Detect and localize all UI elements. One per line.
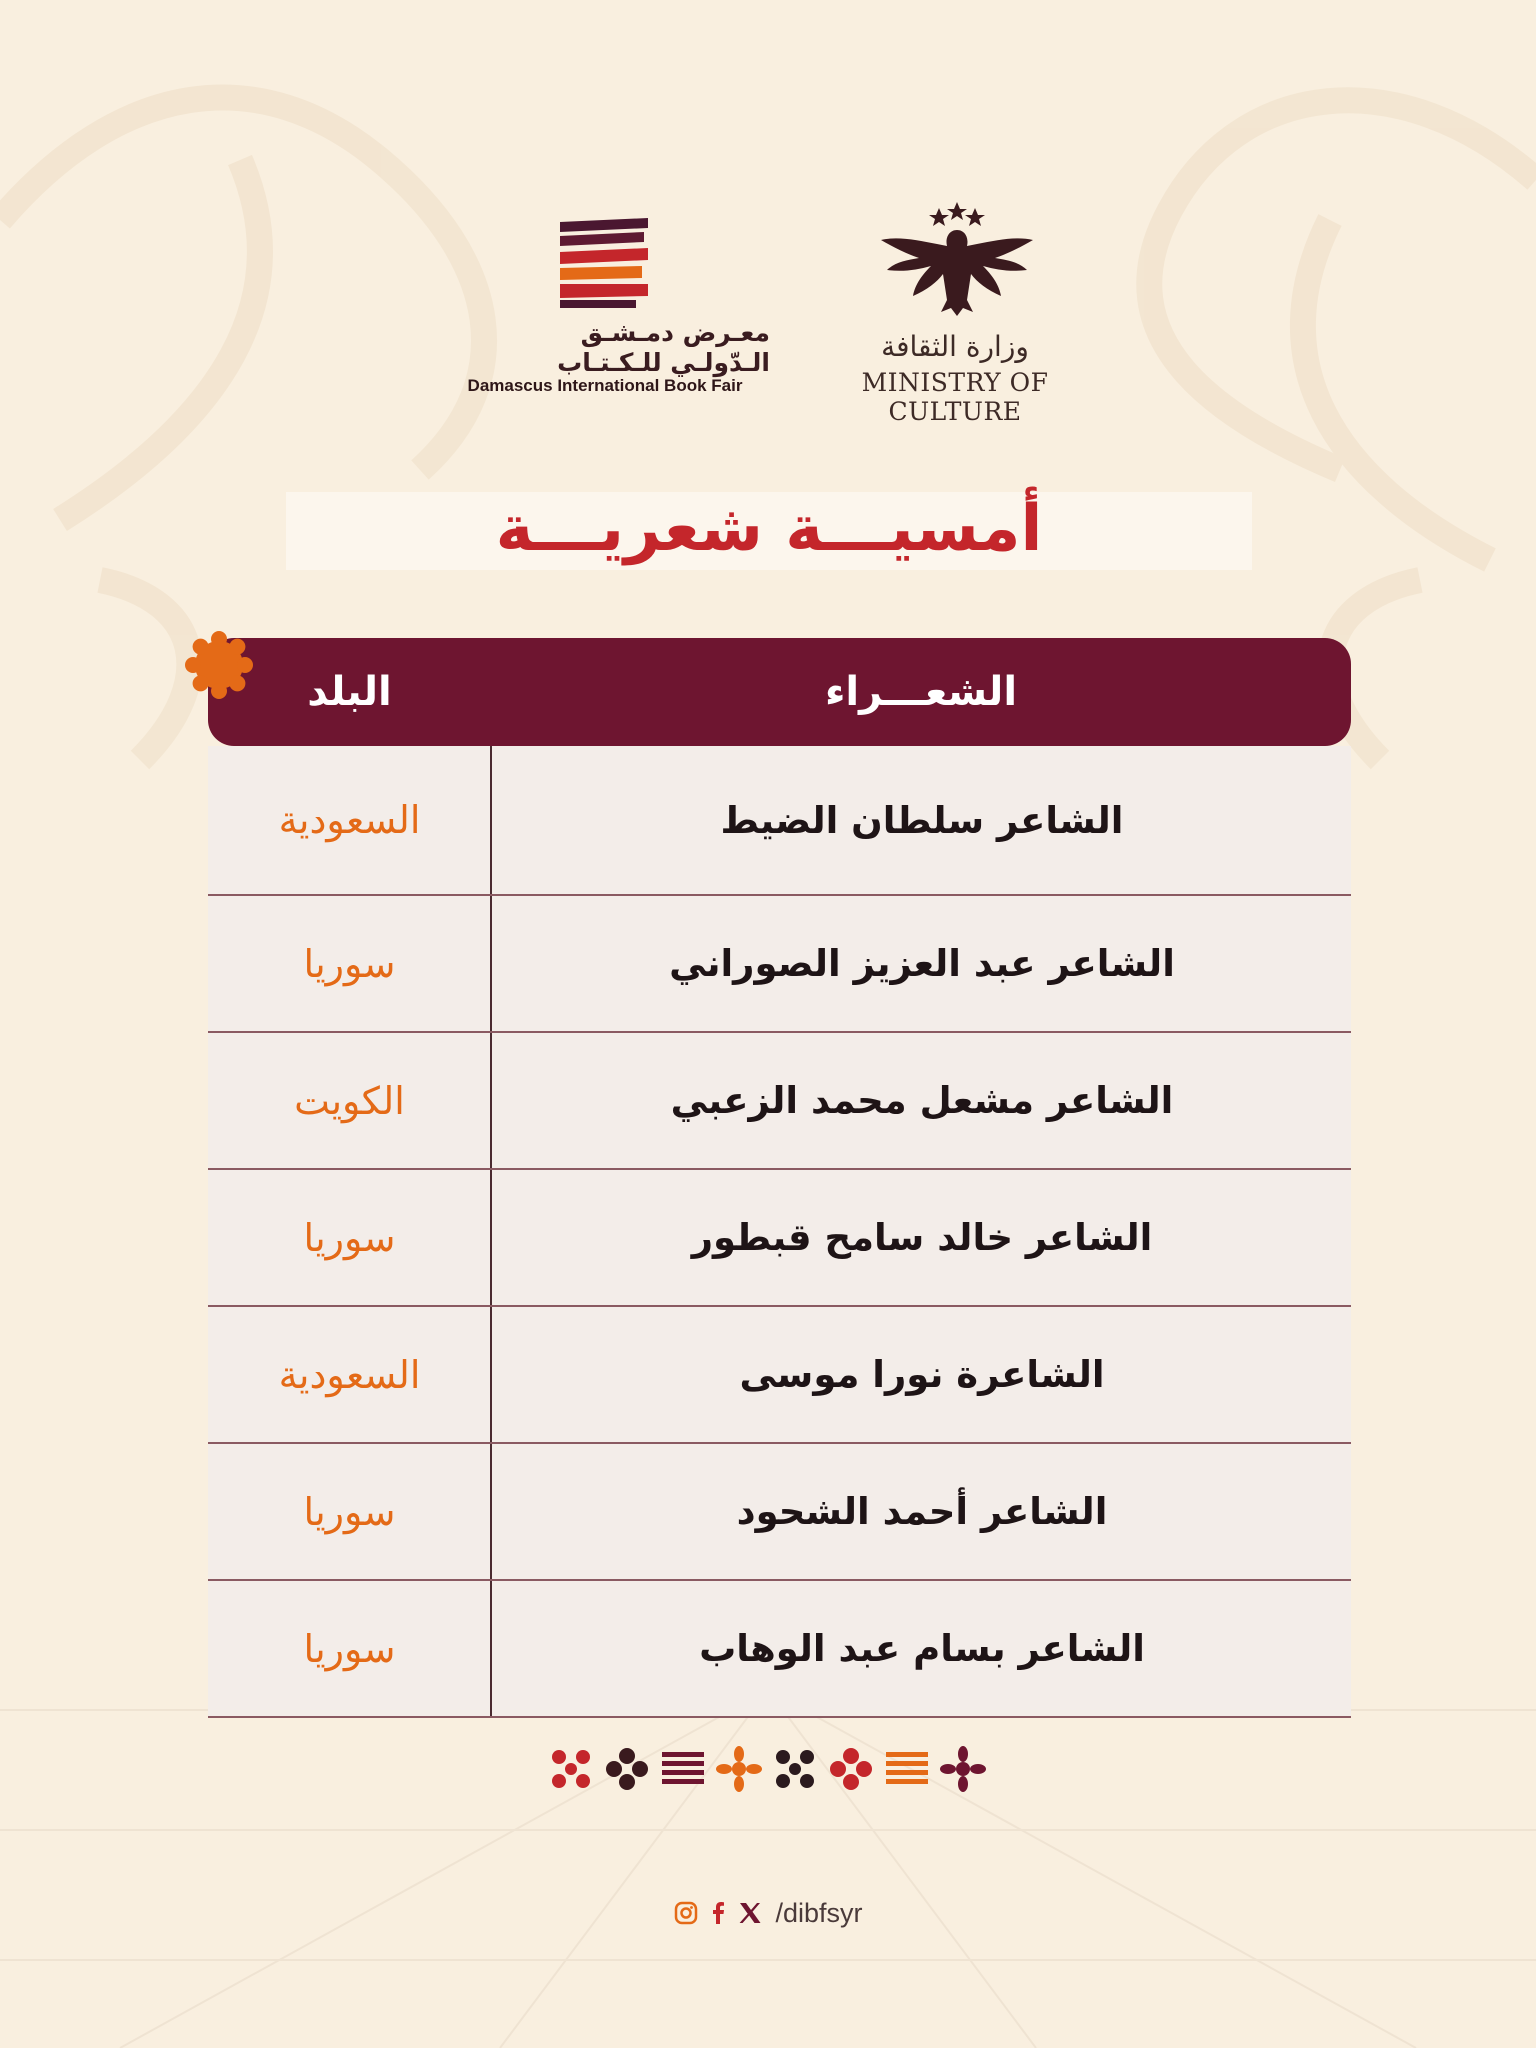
header-logos — [0, 200, 1536, 426]
orange-stripes-ornament-icon — [884, 1746, 930, 1792]
poet-name: الشاعر مشعل محمد الزعبي — [670, 1079, 1174, 1122]
book-fair-name-arabic-line2: الـدّولـي للـكـتـاب — [557, 348, 770, 377]
poet-name: الشاعر سلطان الضيط — [720, 798, 1124, 842]
poet-country: السعودية — [278, 1352, 421, 1397]
book-fair-logo — [430, 218, 770, 408]
maroon-flower-ornament-icon — [940, 1746, 986, 1792]
social-handle[interactable]: /dibfsyr — [775, 1897, 863, 1928]
red-cross-ornament-icon — [828, 1746, 874, 1792]
poet-name: الشاعرة نورا موسى — [739, 1353, 1105, 1396]
table-row — [208, 746, 1351, 896]
ministry-name-arabic: وزارة الثقافة — [881, 330, 1029, 363]
poet-country: سوريا — [303, 941, 396, 986]
poets-table — [208, 638, 1351, 1718]
stripes-ornament-icon — [660, 1746, 706, 1792]
table-row — [208, 896, 1351, 1033]
red-flower-ornament-icon — [548, 1746, 594, 1792]
eagle-emblem-icon — [877, 200, 1037, 320]
page-title: أمسيـــة شعريـــة — [495, 492, 1043, 566]
table-row — [208, 1581, 1351, 1718]
decorative-ornaments — [548, 1746, 988, 1796]
header-poets: الشعـــراء — [824, 669, 1018, 715]
social-footer — [0, 1893, 1536, 1933]
table-row — [208, 1170, 1351, 1307]
book-fair-name-english: Damascus International Book Fair — [467, 376, 743, 395]
facebook-icon[interactable] — [705, 1900, 731, 1926]
poet-name: الشاعر عبد العزيز الصوراني — [669, 942, 1175, 985]
poet-country: السعودية — [278, 798, 421, 842]
poet-country: سوريا — [303, 1489, 396, 1534]
table-header — [208, 638, 1351, 746]
poet-country: الكويت — [294, 1078, 405, 1123]
poet-country: سوريا — [303, 1626, 396, 1671]
poet-name: الشاعر أحمد الشحود — [736, 1490, 1108, 1533]
poet-name: الشاعر بسام عبد الوهاب — [699, 1627, 1145, 1670]
x-icon[interactable] — [737, 1900, 763, 1926]
purple-cross-ornament-icon — [604, 1746, 650, 1792]
table-row — [208, 1033, 1351, 1170]
poet-name: الشاعر خالد سامح قبطور — [691, 1216, 1153, 1259]
ministry-name-english: MINISTRY OF CULTURE — [861, 368, 1049, 426]
flower-badge-icon — [184, 630, 254, 700]
poet-country: سوريا — [303, 1215, 396, 1260]
table-row — [208, 1307, 1351, 1444]
instagram-icon[interactable] — [673, 1900, 699, 1926]
table-body — [208, 746, 1351, 1718]
book-fair-name-arabic-line1: معـرض دمـشـق — [580, 318, 770, 347]
ministry-logo — [805, 200, 1105, 426]
dark-flower-ornament-icon — [772, 1746, 818, 1792]
table-row — [208, 1444, 1351, 1581]
book-stack-logo-icon — [556, 218, 652, 308]
orange-flower-ornament-icon — [716, 1746, 762, 1792]
header-country: البلد — [307, 669, 392, 715]
book-fair-name-arabic — [430, 318, 770, 378]
